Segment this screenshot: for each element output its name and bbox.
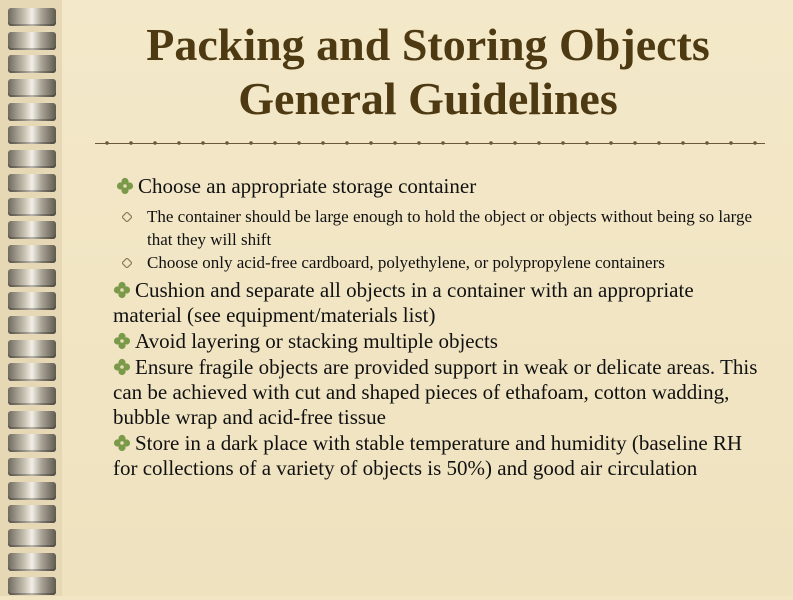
bullet-list	[113, 174, 763, 482]
bullet-text: Choose an appropriate storage container	[138, 174, 477, 198]
diamond-clover-bullet-icon	[116, 177, 134, 195]
bullet-text: Store in a dark place with stable temperature and humidity (baseline RH for collections of a variety of objects is 50%) and good air circulation	[113, 431, 743, 480]
diamond-clover-bullet-icon	[113, 358, 131, 376]
bullet-text: Cushion and separate all objects in a container with an appropriate material (see equipment/materials list)	[113, 278, 694, 327]
title-divider	[95, 137, 765, 149]
sub-bullet-item	[146, 205, 763, 251]
spiral-ring	[8, 411, 56, 429]
spiral-ring	[8, 363, 56, 381]
slide-title	[70, 18, 786, 126]
diamond-clover-bullet-icon	[113, 332, 131, 350]
diamond-clover-bullet-icon	[113, 281, 131, 299]
diamond-clover-bullet-icon	[113, 434, 131, 452]
sub-bullet-list	[146, 205, 763, 274]
bullet-item	[113, 355, 763, 430]
sub-bullet-text: The container should be large enough to hold the object or objects without being so large that they will shift	[147, 207, 753, 249]
spiral-ring	[8, 458, 56, 476]
spiral-ring	[8, 198, 56, 216]
title-line-1: Packing and Storing Objects	[146, 19, 710, 70]
spiral-ring	[8, 79, 56, 97]
bullet-item	[113, 431, 763, 481]
spiral-ring	[8, 103, 56, 121]
bullet-text: Avoid layering or stacking multiple objects	[135, 329, 498, 353]
spiral-ring	[8, 387, 56, 405]
spiral-ring	[8, 316, 56, 334]
spiral-ring	[8, 434, 56, 452]
bullet-item	[116, 174, 763, 199]
small-diamond-bullet-icon	[122, 258, 132, 268]
spiral-ring	[8, 150, 56, 168]
spiral-ring	[8, 553, 56, 571]
bullet-item	[113, 329, 763, 354]
sub-bullet-text: Choose only acid-free cardboard, polyethylene, or polypropylene containers	[147, 253, 665, 272]
spiral-ring	[8, 32, 56, 50]
spiral-ring	[8, 8, 56, 26]
spiral-ring	[8, 245, 56, 263]
spiral-ring	[8, 505, 56, 523]
spiral-ring	[8, 482, 56, 500]
spiral-ring	[8, 221, 56, 239]
spiral-binding	[0, 0, 62, 596]
spiral-ring	[8, 340, 56, 358]
spiral-ring	[8, 292, 56, 310]
spiral-ring	[8, 174, 56, 192]
small-diamond-bullet-icon	[122, 212, 132, 222]
sub-bullet-item	[146, 251, 763, 274]
spiral-ring	[8, 529, 56, 547]
bullet-item	[113, 278, 763, 328]
spiral-ring	[8, 269, 56, 287]
title-line-2: General Guidelines	[238, 73, 618, 124]
spiral-rings	[8, 8, 56, 600]
spiral-ring	[8, 55, 56, 73]
spiral-ring	[8, 126, 56, 144]
bullet-text: Ensure fragile objects are provided support in weak or delicate areas. This can be achieved with cut and shaped pieces of ethafoam, cotton wadding, bubble wrap and acid-free tissue	[113, 355, 758, 429]
spiral-ring	[8, 577, 56, 595]
